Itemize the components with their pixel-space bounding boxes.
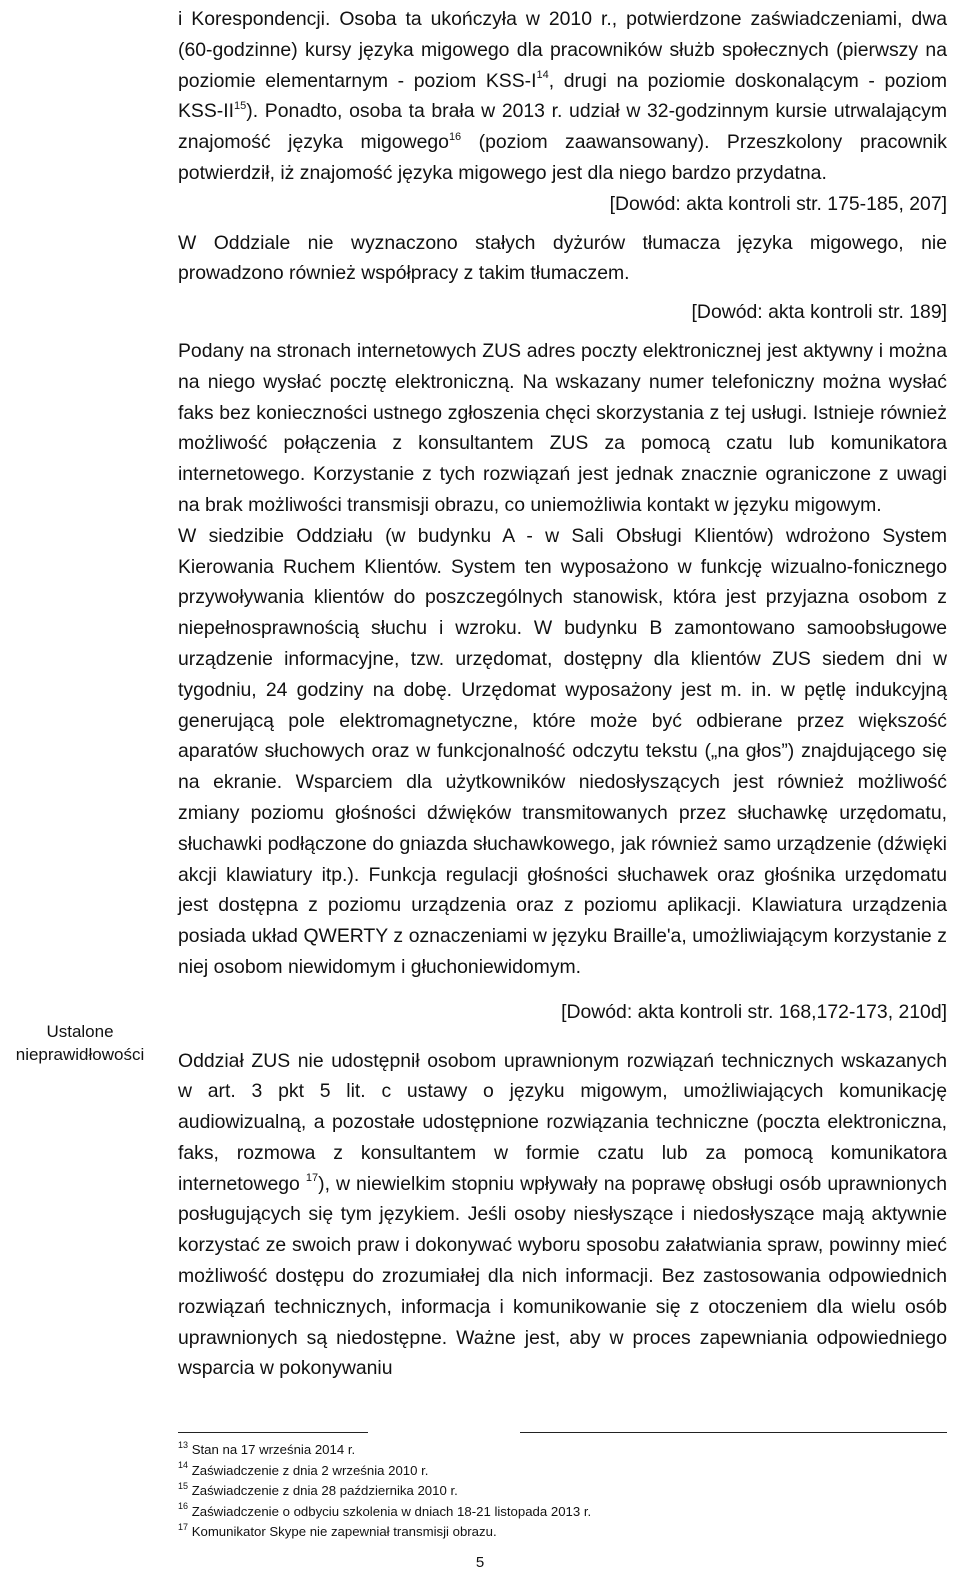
footnote-number: 17 — [178, 1521, 189, 1532]
footnote-text: Zaświadczenie z dnia 28 października 2010 r. — [191, 1483, 458, 1499]
paragraph-communication: Podany na stronach internetowych ZUS adres poczty elektronicznej jest aktywny i można na niego wysłać pocztę elektroniczną. Na wskazany numer telefoniczny można wysłać faks bez konieczności ustnego zgłoszenia chęci skorzystania z tej usługi. Istnieje również możliwość połączenia z konsultantem ZUS za pomocą czatu lub komunikatora internetowego. Korzystanie z tych rozwiązań jest jednak znacznie ograniczone z uwagi na brak możliwości transmisji obrazu, co uniemożliwia kontakt w języku migowym. — [178, 339, 947, 516]
spacer — [178, 328, 947, 336]
text-run: , drugi na poziomie doskonalącym - poziom KSS-II — [178, 69, 947, 123]
paragraph-customer-system: W siedzibie Oddziału (w budynku A - w Sali Obsługi Klientów) wdrożono System Kierowania Ruchem Klientów. System ten wyposażono w funkcję wizualno-fonicznego przywoływania klientów do poszczególnych stanowisk, która jest przyjazna osobom z niepełnosprawnością słuchu i wzroku. W budynku B zamontowano samoobsługowe urządzenie informacyjne, tzw. urzędomat, dostępny dla klientów ZUS siedem dni w tygodniu, 24 godziny na dobę. Urzędomat wyposażony jest m. in. w pętlę indukcyjną generującą pole elektromagnetyczne, które może być odbierane przez większość aparatów słuchowych oraz w funkcjonalność odczytu tekstu („na głos”) znajdującego się na ekranie. Wsparciem dla użytkowników niedosłyszących jest również możliwość zmiany poziomu głośności dźwięków transmitowanych przez słuchawkę urzędomatu, słuchawki podłączone do gniazda słuchawkowego, jak również samo urządzenie (dźwięki akcji klawiatury itp.). Funkcja regulacji głośności słuchawek oraz głośnika urzędomatu jest dostępna z poziomu urządzenia oraz z poziomu aplikacji. Klawiatura urządzenia posiada układ QWERTY z oznaczeniami w języku Braille'a, umożliwiającym korzystanie z niej osobom niewidomym i głuchoniewidomym. — [178, 524, 947, 978]
text-run: ), w niewielkim stopniu wpływały na poprawę obsługi osób uprawnionych posługujących się tym językiem. Jeśli osoby niesłyszące i niedosłyszące mają aktywnie korzystać ze swoich praw i dokonywać wyboru sposobu załatwiania spraw, powinny mieć możliwość dostępu do zrozumiałej dla nich informacji. Bez zastosowania odpowiednich rozwiązań technicznych, informacja i komunikowanie się z otoczeniem dla wielu osób uprawnionych są niedostępne. Ważne jest, aby w proces zapewniania odpowiedniego wsparcia w pokonywaniu — [178, 1172, 947, 1380]
footnote-ref: 16 — [448, 130, 462, 143]
footnote-ref: 14 — [536, 69, 549, 82]
paragraph-training — [178, 4, 947, 189]
footnote — [178, 1522, 947, 1543]
footnote — [178, 1461, 947, 1482]
evidence-reference: [Dowód: akta kontroli str. 168,172-173, 210d] — [561, 1000, 947, 1023]
main-text-column — [178, 4, 947, 1384]
spacer — [178, 289, 947, 297]
margin-label-line: Ustalone — [46, 1022, 114, 1041]
footnote-number: 15 — [178, 1480, 189, 1491]
footnote-number: 13 — [178, 1439, 189, 1450]
text-run: i Korespondencji. Osoba ta ukończyła w 2010 r., potwierdzone zaświadczeniami, dwa (60-godzinne) kursy języka migowego dla pracowników służb społecznych (pierwszy na poziomie elementarnym - poziom KSS-I — [178, 8, 947, 92]
margin-label-line: nieprawidłowości — [15, 1045, 145, 1064]
evidence-reference: [Dowód: akta kontroli str. 175-185, 207] — [609, 192, 947, 215]
paragraph-interpreter: W Oddziale nie wyznaczono stałych dyżurów tłumacza języka migowego, nie prowadzono również współpracy z takim tłumaczem. — [178, 231, 947, 285]
footnote — [178, 1502, 947, 1523]
text-run: ). Ponadto, osoba ta brała w 2013 r. udział w 32-godzinnym kursie utrwalającym znajomość języka migowego — [178, 100, 947, 154]
footnote-text: Zaświadczenie z dnia 2 września 2010 r. — [191, 1462, 429, 1478]
footnotes — [178, 1440, 947, 1543]
footnote-number: 14 — [178, 1460, 189, 1471]
spacer — [178, 983, 947, 997]
margin-label — [0, 1020, 160, 1066]
footnote-text: Komunikator Skype nie zapewniał transmisji obrazu. — [191, 1524, 497, 1540]
footnote-text: Zaświadczenie o odbyciu szkolenia w dniach 18-21 listopada 2013 r. — [191, 1503, 592, 1519]
footnote — [178, 1440, 947, 1461]
text-run: (poziom zaawansowany). Przeszkolony pracownik potwierdził, iż znajomość języka migowego jest dla niego bardzo przydatna. — [178, 131, 947, 184]
footnote-separator — [520, 1432, 947, 1433]
footnote-ref: 17 — [305, 1172, 319, 1185]
page-number: 5 — [475, 1554, 485, 1571]
paragraph-irregularities — [178, 1046, 947, 1385]
spacer — [178, 1028, 947, 1046]
evidence-reference: [Dowód: akta kontroli str. 189] — [691, 301, 947, 324]
text-run: Oddział ZUS nie udostępnił osobom uprawnionym rozwiązań technicznych wskazanych w art. 3 pkt 5 lit. c ustawy o języku migowym, umożliwiających komunikację audiowizualną, a pozostałe udostępnione rozwiązania techniczne (poczta elektroniczna, faks, rozmowa z konsultantem w formie czatu lub za pomocą komunikatora internetowego — [178, 1049, 947, 1195]
footnote-text: Stan na 17 września 2014 r. — [191, 1442, 356, 1457]
footnote — [178, 1481, 947, 1502]
footnote-number: 16 — [178, 1501, 189, 1512]
spacer — [178, 220, 947, 228]
footnote-separator — [178, 1432, 368, 1433]
footnote-ref: 15 — [234, 99, 247, 112]
